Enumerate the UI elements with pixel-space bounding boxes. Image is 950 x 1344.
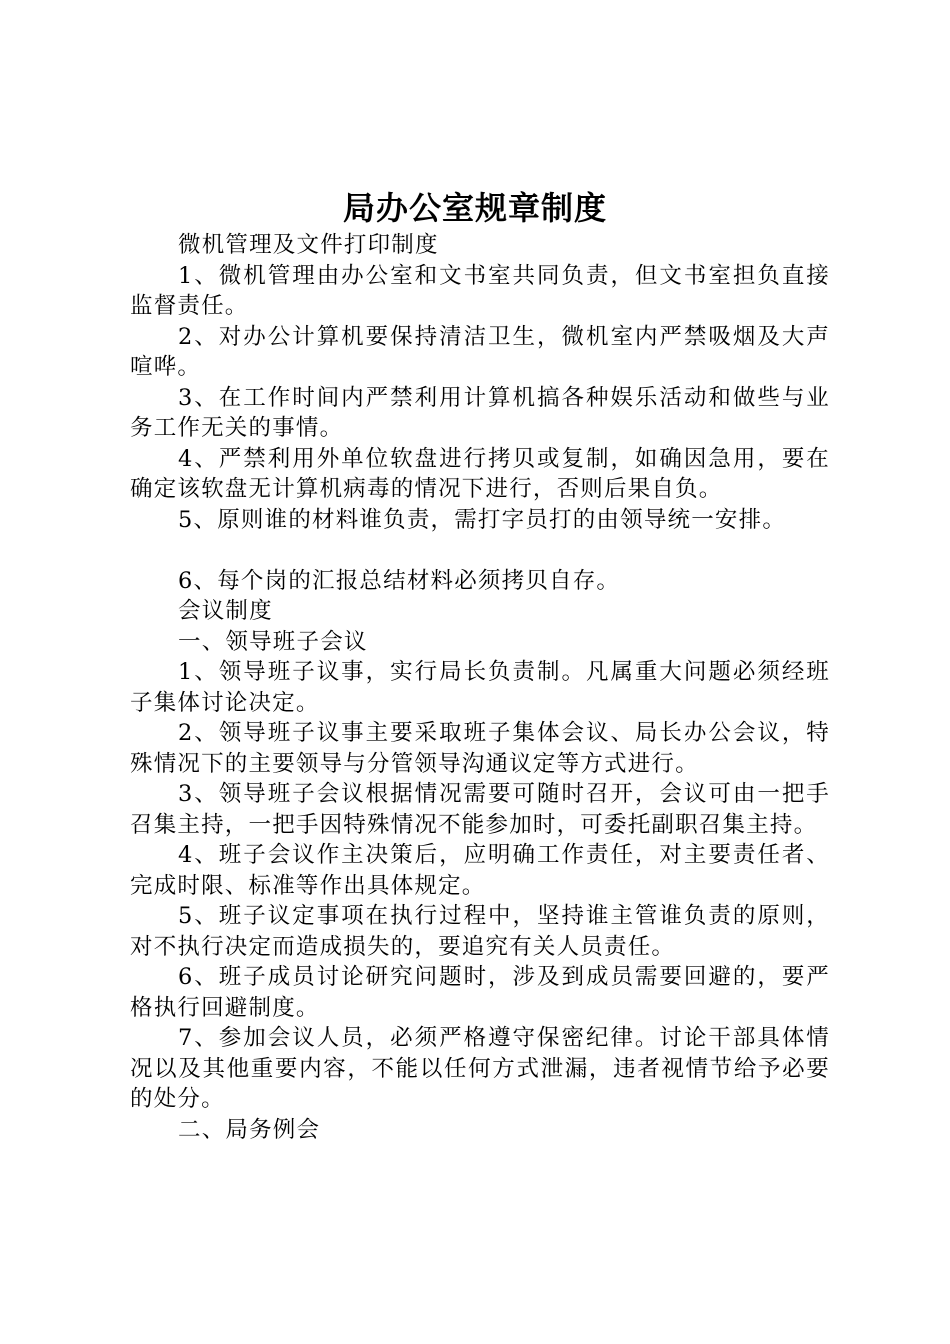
paragraph: 4、严禁利用外单位软盘进行拷贝或复制，如确因急用，要在确定该软盘无计算机病毒的情况下进行，否则后果自负。 [130, 445, 830, 502]
paragraph: 6、每个岗的汇报总结材料必须拷贝自存。 [178, 567, 621, 594]
subsection-heading-bureau: 二、局务例会 [178, 1116, 321, 1143]
paragraph: 7、参加会议人员，必须严格遵守保密纪律。讨论干部具体情况以及其他重要内容，不能以任何方式泄漏，违者视情节给予必要的处分。 [130, 1025, 830, 1112]
paragraph: 5、班子议定事项在执行过程中，坚持谁主管谁负责的原则，对不执行决定而造成损失的，要追究有关人员责任。 [130, 903, 830, 960]
paragraph: 6、班子成员讨论研究问题时，涉及到成员需要回避的，要严格执行回避制度。 [130, 964, 830, 1021]
blank-line [130, 535, 830, 566]
paragraph: 1、领导班子议事，实行局长负责制。凡属重大问题必须经班子集体讨论决定。 [130, 659, 830, 716]
section-heading-meeting: 会议制度 [178, 598, 273, 624]
section-heading-computer: 微机管理及文件打印制度 [178, 232, 439, 258]
paragraph: 2、领导班子议事主要采取班子集体会议、局长办公会议，特殊情况下的主要领导与分管领导沟通议定等方式进行。 [130, 720, 830, 777]
subsection-heading-leadership: 一、领导班子会议 [178, 628, 368, 655]
paragraph: 3、在工作时间内严禁利用计算机搞各种娱乐活动和做些与业务工作无关的事情。 [130, 384, 830, 441]
paragraph: 2、对办公计算机要保持清洁卫生，微机室内严禁吸烟及大声喧哗。 [130, 323, 830, 380]
document-body [130, 230, 830, 1145]
paragraph: 1、微机管理由办公室和文书室共同负责，但文书室担负直接监督责任。 [130, 262, 830, 319]
document-title: 局办公室规章制度 [342, 189, 607, 227]
paragraph: 3、领导班子会议根据情况需要可随时召开，会议可由一把手召集主持，一把手因特殊情况不能参加时，可委托副职召集主持。 [130, 781, 830, 838]
paragraph: 4、班子会议作主决策后，应明确工作责任，对主要责任者、完成时限、标准等作出具体规定。 [130, 842, 830, 899]
paragraph: 5、原则谁的材料谁负责，需打字员打的由领导统一安排。 [178, 506, 787, 533]
